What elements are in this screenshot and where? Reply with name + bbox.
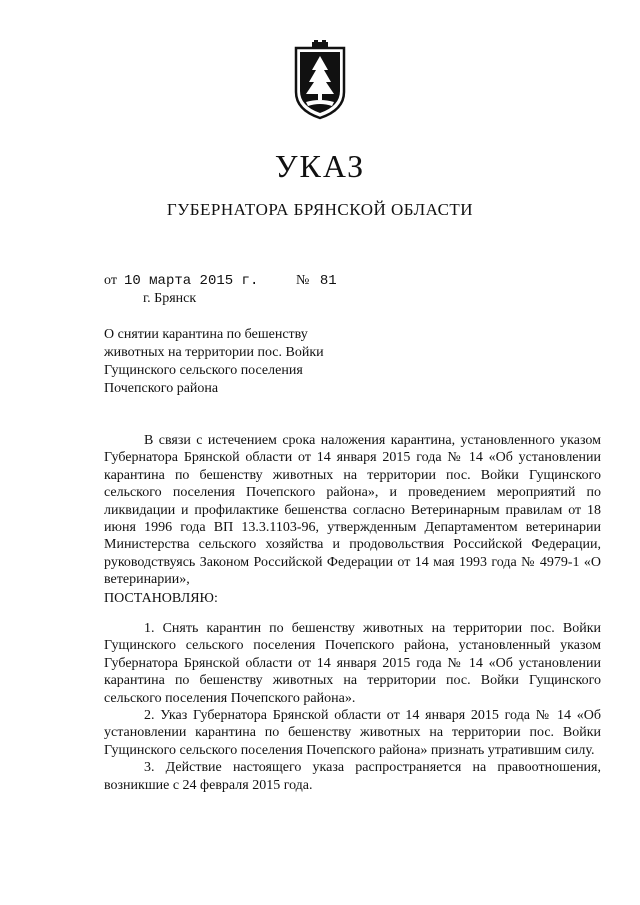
subject-block xyxy=(104,326,394,398)
coat-of-arms-icon xyxy=(292,40,348,120)
decree-item-2: 2. Указ Губернатора Брянской области от 14 января 2015 года № 14 «Об установлении карантина по бешенству животных на территории пос. Войки Гущинского сельского поселения Почепского района» признать утратившим силу. xyxy=(104,708,601,758)
subject-line: Гущинского сельского поселения xyxy=(104,363,303,378)
intro-paragraph: В связи с истечением срока наложения карантина, установленного указом Губернатора Брянской области от 14 января 2015 года № 14 «Об установлении карантина по бешенству животных на территории пос. Войки Гущинского сельского поселения Почепского района», и проведением мероприятий по ликвидации и профилактике бешенства согласно Ветеринарным правилам от 18 июня 1996 года ВП 13.3.1103-96, утвержденным Департаментом ветеринарии Министерства сельского хозяйства и продовольствия Российской Федерации, руководствуясь Законом Российской Федерации от 14 мая 1993 года № 4979-1 «О ветеринарии», xyxy=(104,433,601,588)
document-number xyxy=(296,273,337,289)
decree-item-3: 3. Действие настоящего указа распространяется на правоотношения, возникшие с 24 февраля 2015 года. xyxy=(104,760,601,793)
decree-word: ПОСТАНОВЛЯЮ: xyxy=(104,591,218,606)
subject-line: животных на территории пос. Войки xyxy=(104,345,324,360)
document-title: УКАЗ xyxy=(274,148,366,184)
date-value: 10 марта 2015 г. xyxy=(123,273,259,289)
number-prefix: № xyxy=(296,273,310,288)
date-prefix: от xyxy=(104,273,117,288)
number-value: 81 xyxy=(319,273,337,289)
document-subtitle: ГУБЕРНАТОРА БРЯНСКОЙ ОБЛАСТИ xyxy=(166,200,474,219)
intro-paragraph-block xyxy=(104,432,601,589)
subject-line: Почепского района xyxy=(104,381,219,396)
date-line xyxy=(104,273,258,289)
decree-item-1: 1. Снять карантин по бешенству животных на территории пос. Войки Гущинского сельского поселения Почепского района, установленный указом Губернатора Брянской области от 14 января 2015 года № 14 «Об установлении карантина по бешенству животных на территории пос. Войки Гущинского сельского поселения Почепского района». xyxy=(104,621,601,706)
decree-block xyxy=(104,590,601,607)
city: г. Брянск xyxy=(143,291,197,306)
subject-line: О снятии карантина по бешенству xyxy=(104,327,308,342)
decree-items xyxy=(104,620,601,794)
